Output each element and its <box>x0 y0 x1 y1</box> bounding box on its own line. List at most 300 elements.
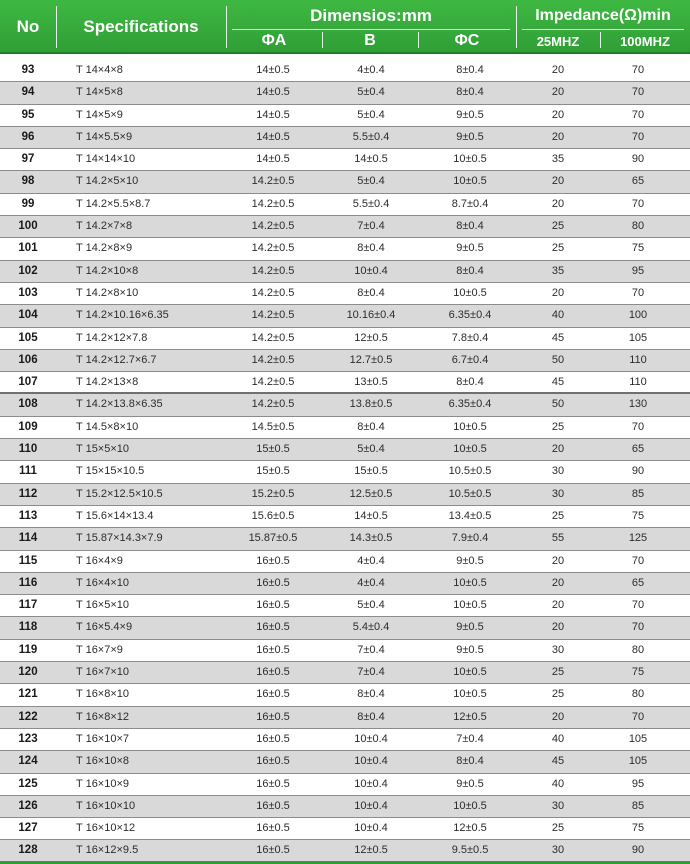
row-spec: T 16×5.4×9 <box>76 621 133 634</box>
row-phi-a: 14.2±0.5 <box>251 197 295 210</box>
row-no: 97 <box>21 153 35 166</box>
row-phi-a: 14.2±0.5 <box>251 286 295 299</box>
row-imp-25mhz: 25 <box>551 688 565 701</box>
row-b: 10±0.4 <box>354 822 388 835</box>
row-phi-c: 12±0.5 <box>453 822 487 835</box>
row-imp-25mhz: 40 <box>551 309 565 322</box>
row-b: 5±0.4 <box>357 443 385 456</box>
row-spec: T 14.2×12×7.8 <box>76 331 148 344</box>
row-no: 117 <box>18 599 38 612</box>
row-imp-100mhz: 70 <box>631 599 645 612</box>
row-imp-100mhz: 110 <box>629 376 647 389</box>
row-imp-25mhz: 30 <box>551 643 565 656</box>
row-imp-25mhz: 25 <box>551 420 565 433</box>
row-spec: T 15.2×12.5×10.5 <box>76 487 163 500</box>
row-no: 112 <box>18 487 38 500</box>
row-imp-100mhz: 90 <box>631 153 645 166</box>
row-spec: T 16×4×9 <box>76 554 123 567</box>
row-spec: T 15×5×10 <box>76 443 130 456</box>
row-phi-a: 14.2±0.5 <box>251 353 295 366</box>
header-divider <box>322 32 323 48</box>
row-b: 12±0.5 <box>354 844 388 857</box>
row-imp-100mhz: 130 <box>628 398 648 411</box>
row-phi-c: 8±0.4 <box>456 376 484 389</box>
row-phi-c: 8±0.4 <box>456 755 484 768</box>
row-imp-100mhz: 105 <box>628 732 648 745</box>
header-phi-a: ΦA <box>261 32 287 49</box>
row-phi-a: 15.6±0.5 <box>251 509 295 522</box>
row-b: 10±0.4 <box>354 799 388 812</box>
row-phi-a: 16±0.5 <box>256 599 290 612</box>
table-row <box>0 105 690 127</box>
header-divider <box>56 6 57 48</box>
table-row <box>0 528 690 550</box>
row-imp-25mhz: 50 <box>551 398 565 411</box>
row-b: 12.7±0.5 <box>349 353 393 366</box>
row-spec: T 14×5×9 <box>76 108 123 121</box>
header-no: No <box>16 17 40 36</box>
table-row <box>0 684 690 706</box>
row-no: 94 <box>21 86 35 99</box>
row-no: 114 <box>18 532 38 545</box>
row-phi-a: 14.2±0.5 <box>251 309 295 322</box>
row-spec: T 14.2×13.8×6.35 <box>76 398 163 411</box>
row-no: 109 <box>18 420 38 433</box>
row-no: 95 <box>21 108 35 121</box>
table-row <box>0 216 690 238</box>
table-row <box>0 305 690 327</box>
table-row <box>0 617 690 639</box>
table-row <box>0 149 690 171</box>
table-row <box>0 796 690 818</box>
row-imp-100mhz: 70 <box>631 108 645 121</box>
header-divider <box>600 32 601 48</box>
row-imp-25mhz: 45 <box>551 331 565 344</box>
row-imp-25mhz: 25 <box>551 666 565 679</box>
row-imp-100mhz: 75 <box>631 242 645 255</box>
row-no: 110 <box>18 443 38 456</box>
row-b: 8±0.4 <box>357 710 385 723</box>
row-phi-a: 14±0.5 <box>256 64 290 76</box>
row-phi-a: 14.2±0.5 <box>251 398 295 411</box>
row-imp-25mhz: 30 <box>551 799 565 812</box>
row-phi-a: 15.2±0.5 <box>251 487 295 500</box>
row-phi-a: 14±0.5 <box>256 86 290 99</box>
row-imp-100mhz: 65 <box>631 443 645 456</box>
row-imp-25mhz: 20 <box>551 175 565 188</box>
row-phi-c: 9.5±0.5 <box>451 844 489 857</box>
table-row <box>0 551 690 573</box>
row-phi-a: 16±0.5 <box>256 799 290 812</box>
row-phi-a: 16±0.5 <box>256 822 290 835</box>
row-phi-c: 6.35±0.4 <box>448 309 492 322</box>
row-phi-c: 9±0.5 <box>456 130 484 143</box>
row-b: 10.16±0.4 <box>346 309 396 322</box>
row-imp-25mhz: 20 <box>551 130 565 143</box>
table-row <box>0 60 690 82</box>
row-imp-25mhz: 20 <box>551 86 565 99</box>
row-spec: T 16×10×10 <box>76 799 136 812</box>
table-row <box>0 595 690 617</box>
row-no: 115 <box>18 554 38 567</box>
row-phi-c: 10±0.5 <box>453 599 487 612</box>
table-row <box>0 751 690 773</box>
row-phi-c: 9±0.5 <box>456 108 484 121</box>
row-imp-25mhz: 40 <box>551 777 565 790</box>
row-phi-a: 16±0.5 <box>256 621 290 634</box>
row-phi-c: 10.5±0.5 <box>448 465 492 478</box>
row-imp-25mhz: 30 <box>551 844 565 857</box>
table-row <box>0 439 690 461</box>
row-spec: T 14.2×5.5×8.7 <box>76 197 151 210</box>
table-header <box>0 0 690 54</box>
row-phi-c: 9±0.5 <box>456 643 484 656</box>
row-phi-a: 14.2±0.5 <box>251 376 295 389</box>
row-imp-100mhz: 75 <box>631 822 645 835</box>
row-phi-c: 8±0.4 <box>456 264 484 277</box>
row-phi-c: 8±0.4 <box>456 86 484 99</box>
row-phi-c: 13.4±0.5 <box>448 509 492 522</box>
table-row <box>0 461 690 483</box>
row-phi-a: 16±0.5 <box>256 576 290 589</box>
table-row <box>0 662 690 684</box>
row-no: 108 <box>18 398 38 411</box>
row-imp-100mhz: 65 <box>631 175 645 188</box>
table-row <box>0 261 690 283</box>
row-phi-c: 8±0.4 <box>456 64 484 76</box>
row-spec: T 14×4×8 <box>76 64 123 76</box>
row-phi-a: 14±0.5 <box>256 153 290 166</box>
row-phi-c: 10±0.5 <box>453 443 487 456</box>
row-b: 4±0.4 <box>357 554 385 567</box>
row-imp-25mhz: 25 <box>551 220 565 233</box>
row-spec: T 16×7×9 <box>76 643 123 656</box>
row-imp-100mhz: 75 <box>631 509 645 522</box>
row-b: 12±0.5 <box>354 331 388 344</box>
row-spec: T 16×10×8 <box>76 755 130 768</box>
row-b: 5.5±0.4 <box>352 130 390 143</box>
row-imp-25mhz: 20 <box>551 621 565 634</box>
row-phi-a: 14.2±0.5 <box>251 264 295 277</box>
row-imp-100mhz: 90 <box>631 844 645 857</box>
row-phi-c: 9±0.5 <box>456 554 484 567</box>
row-b: 4±0.4 <box>357 64 385 76</box>
row-spec: T 15.87×14.3×7.9 <box>76 532 163 545</box>
row-b: 10±0.4 <box>354 777 388 790</box>
table-row <box>0 82 690 104</box>
row-phi-a: 14.2±0.5 <box>251 220 295 233</box>
table-row <box>0 372 690 394</box>
row-phi-c: 12±0.5 <box>453 710 487 723</box>
row-imp-100mhz: 70 <box>631 710 645 723</box>
row-imp-100mhz: 105 <box>628 331 648 344</box>
row-no: 128 <box>18 844 38 857</box>
row-b: 10±0.4 <box>354 755 388 768</box>
table-row <box>0 417 690 439</box>
row-imp-100mhz: 100 <box>628 309 648 322</box>
row-phi-a: 16±0.5 <box>256 710 290 723</box>
row-imp-100mhz: 125 <box>628 532 648 545</box>
row-imp-25mhz: 45 <box>551 376 565 389</box>
row-no: 111 <box>19 465 37 478</box>
row-phi-c: 10±0.5 <box>453 175 487 188</box>
row-b: 5.4±0.4 <box>352 621 390 634</box>
row-imp-25mhz: 20 <box>551 576 565 589</box>
row-phi-a: 16±0.5 <box>256 688 290 701</box>
row-no: 123 <box>18 732 38 745</box>
row-phi-a: 14±0.5 <box>256 108 290 121</box>
row-spec: T 16×5×10 <box>76 599 130 612</box>
row-spec: T 16×10×12 <box>76 822 136 835</box>
row-imp-25mhz: 20 <box>551 197 565 210</box>
row-imp-100mhz: 95 <box>631 264 645 277</box>
row-no: 121 <box>18 688 38 701</box>
row-b: 5.5±0.4 <box>352 197 390 210</box>
row-imp-25mhz: 20 <box>551 64 565 76</box>
row-phi-c: 10±0.5 <box>453 420 487 433</box>
row-phi-c: 10±0.5 <box>453 799 487 812</box>
row-no: 119 <box>18 643 38 656</box>
row-spec: T 14.2×7×8 <box>76 220 133 233</box>
header-divider <box>226 6 227 48</box>
table-row <box>0 573 690 595</box>
table-row <box>0 127 690 149</box>
row-imp-100mhz: 85 <box>631 799 645 812</box>
table-row <box>0 238 690 260</box>
row-b: 5±0.4 <box>357 86 385 99</box>
row-imp-100mhz: 70 <box>631 420 645 433</box>
row-b: 4±0.4 <box>357 576 385 589</box>
row-b: 5±0.4 <box>357 175 385 188</box>
row-b: 15±0.5 <box>354 465 388 478</box>
row-imp-100mhz: 70 <box>631 286 645 299</box>
header-divider <box>232 29 510 30</box>
row-imp-25mhz: 30 <box>551 487 565 500</box>
row-spec: T 14.2×8×9 <box>76 242 133 255</box>
row-phi-a: 16±0.5 <box>256 755 290 768</box>
row-imp-100mhz: 70 <box>631 64 645 76</box>
header-divider <box>522 29 684 30</box>
row-imp-25mhz: 20 <box>551 108 565 121</box>
header-divider <box>516 6 517 48</box>
header-dimensions: Dimensios:mm <box>310 6 432 25</box>
row-imp-25mhz: 35 <box>551 153 565 166</box>
row-phi-a: 15.87±0.5 <box>248 532 298 545</box>
row-imp-25mhz: 20 <box>551 710 565 723</box>
row-imp-25mhz: 30 <box>551 465 565 478</box>
row-phi-c: 10±0.5 <box>453 153 487 166</box>
row-imp-25mhz: 40 <box>551 732 565 745</box>
row-phi-a: 14.2±0.5 <box>251 331 295 344</box>
row-imp-100mhz: 80 <box>631 688 645 701</box>
row-no: 98 <box>21 175 35 188</box>
row-imp-100mhz: 75 <box>631 666 645 679</box>
row-no: 100 <box>18 220 38 233</box>
row-b: 14.3±0.5 <box>349 532 393 545</box>
row-no: 125 <box>18 777 38 790</box>
row-imp-100mhz: 80 <box>631 643 645 656</box>
table-row <box>0 171 690 193</box>
row-spec: T 16×10×9 <box>76 777 130 790</box>
row-phi-a: 16±0.5 <box>256 643 290 656</box>
table-row <box>0 774 690 796</box>
row-no: 96 <box>21 130 35 143</box>
row-phi-a: 16±0.5 <box>256 554 290 567</box>
row-phi-a: 15±0.5 <box>256 443 290 456</box>
row-imp-100mhz: 95 <box>631 777 645 790</box>
row-imp-25mhz: 20 <box>551 599 565 612</box>
row-phi-c: 7±0.4 <box>456 732 484 745</box>
row-b: 14±0.5 <box>354 153 388 166</box>
table-row <box>0 506 690 528</box>
row-b: 8±0.4 <box>357 688 385 701</box>
row-spec: T 16×8×12 <box>76 710 130 723</box>
row-no: 122 <box>18 710 38 723</box>
row-spec: T 16×12×9.5 <box>76 844 139 857</box>
row-imp-25mhz: 45 <box>551 755 565 768</box>
row-spec: T 14.5×8×10 <box>76 420 139 433</box>
header-freq-100mhz: 100MHZ <box>620 33 670 49</box>
row-imp-100mhz: 70 <box>631 197 645 210</box>
row-no: 107 <box>18 376 38 389</box>
row-phi-c: 10±0.5 <box>453 576 487 589</box>
table-row <box>0 350 690 372</box>
row-spec: T 14.2×8×10 <box>76 286 139 299</box>
row-spec: T 14×5×8 <box>76 86 123 99</box>
header-divider <box>418 32 419 48</box>
row-imp-100mhz: 90 <box>631 465 645 478</box>
row-phi-a: 14±0.5 <box>256 130 290 143</box>
row-no: 104 <box>18 309 38 322</box>
row-phi-c: 10±0.5 <box>453 666 487 679</box>
row-spec: T 16×10×7 <box>76 732 130 745</box>
row-imp-100mhz: 70 <box>631 621 645 634</box>
row-b: 10±0.4 <box>354 264 388 277</box>
row-spec: T 14×14×10 <box>76 153 136 166</box>
row-b: 5±0.4 <box>357 599 385 612</box>
row-no: 118 <box>18 621 38 634</box>
row-b: 14±0.5 <box>354 509 388 522</box>
row-phi-c: 8.7±0.4 <box>451 197 489 210</box>
row-b: 12.5±0.5 <box>349 487 393 500</box>
table-row <box>0 818 690 840</box>
row-phi-a: 14.2±0.5 <box>251 175 295 188</box>
row-spec: T 14×5.5×9 <box>76 130 133 143</box>
row-phi-c: 10±0.5 <box>453 286 487 299</box>
row-phi-c: 6.7±0.4 <box>451 353 489 366</box>
row-no: 103 <box>18 286 38 299</box>
row-phi-a: 14.5±0.5 <box>251 420 295 433</box>
row-spec: T 14.2×13×8 <box>76 376 139 389</box>
row-phi-c: 7.8±0.4 <box>451 331 489 344</box>
row-spec: T 15×15×10.5 <box>76 465 145 478</box>
table-row <box>0 840 690 862</box>
row-no: 124 <box>18 755 38 768</box>
row-imp-25mhz: 35 <box>551 264 565 277</box>
row-no: 126 <box>18 799 38 812</box>
row-imp-100mhz: 65 <box>631 576 645 589</box>
row-phi-c: 9±0.5 <box>456 621 484 634</box>
row-phi-c: 9±0.5 <box>456 242 484 255</box>
row-b: 13±0.5 <box>354 376 388 389</box>
row-phi-a: 16±0.5 <box>256 666 290 679</box>
row-phi-a: 14.2±0.5 <box>251 242 295 255</box>
row-imp-100mhz: 85 <box>631 487 645 500</box>
header-specifications: Specifications <box>83 17 199 36</box>
row-phi-c: 10±0.5 <box>453 688 487 701</box>
header-phi-c: ΦC <box>454 32 480 49</box>
row-phi-a: 16±0.5 <box>256 777 290 790</box>
row-imp-25mhz: 50 <box>551 353 565 366</box>
table-row <box>0 707 690 729</box>
row-no: 105 <box>18 331 38 344</box>
row-b: 8±0.4 <box>357 286 385 299</box>
row-phi-c: 8±0.4 <box>456 220 484 233</box>
row-b: 10±0.4 <box>354 732 388 745</box>
row-imp-100mhz: 80 <box>631 220 645 233</box>
row-b: 5±0.4 <box>357 108 385 121</box>
row-imp-25mhz: 25 <box>551 242 565 255</box>
row-no: 99 <box>21 197 35 210</box>
table-row <box>0 640 690 662</box>
row-spec: T 14.2×12.7×6.7 <box>76 353 157 366</box>
table-row <box>0 283 690 305</box>
row-phi-a: 15±0.5 <box>256 465 290 478</box>
row-imp-25mhz: 20 <box>551 443 565 456</box>
row-b: 7±0.4 <box>357 643 385 656</box>
row-imp-25mhz: 25 <box>551 509 565 522</box>
row-phi-a: 16±0.5 <box>256 732 290 745</box>
row-no: 93 <box>21 64 35 76</box>
row-no: 113 <box>18 509 38 522</box>
table-row <box>0 328 690 350</box>
row-no: 102 <box>18 264 38 277</box>
row-spec: T 16×4×10 <box>76 576 130 589</box>
row-phi-c: 10.5±0.5 <box>448 487 492 500</box>
row-b: 8±0.4 <box>357 242 385 255</box>
row-imp-25mhz: 20 <box>551 286 565 299</box>
row-imp-100mhz: 70 <box>631 130 645 143</box>
row-spec: T 16×7×10 <box>76 666 130 679</box>
row-spec: T 14.2×5×10 <box>76 175 139 188</box>
row-imp-25mhz: 25 <box>551 822 565 835</box>
row-b: 8±0.4 <box>357 420 385 433</box>
row-phi-c: 6.35±0.4 <box>448 398 492 411</box>
table-body <box>0 60 690 863</box>
row-imp-100mhz: 70 <box>631 86 645 99</box>
row-imp-100mhz: 110 <box>629 353 647 366</box>
row-imp-25mhz: 55 <box>551 532 565 545</box>
row-no: 127 <box>18 822 38 835</box>
row-no: 120 <box>18 666 38 679</box>
table-row <box>0 729 690 751</box>
row-imp-25mhz: 20 <box>551 554 565 567</box>
table-row <box>0 484 690 506</box>
header-impedance: Impedance(Ω)min <box>535 7 671 24</box>
row-phi-c: 7.9±0.4 <box>451 532 489 545</box>
row-no: 106 <box>18 353 38 366</box>
row-imp-100mhz: 105 <box>628 755 648 768</box>
row-b: 7±0.4 <box>357 666 385 679</box>
row-phi-a: 16±0.5 <box>256 844 290 857</box>
row-no: 101 <box>18 242 38 255</box>
row-spec: T 14.2×10×8 <box>76 264 139 277</box>
row-no: 116 <box>18 576 38 589</box>
row-phi-c: 9±0.5 <box>456 777 484 790</box>
table-row <box>0 194 690 216</box>
row-spec: T 15.6×14×13.4 <box>76 509 154 522</box>
table-row <box>0 394 690 416</box>
